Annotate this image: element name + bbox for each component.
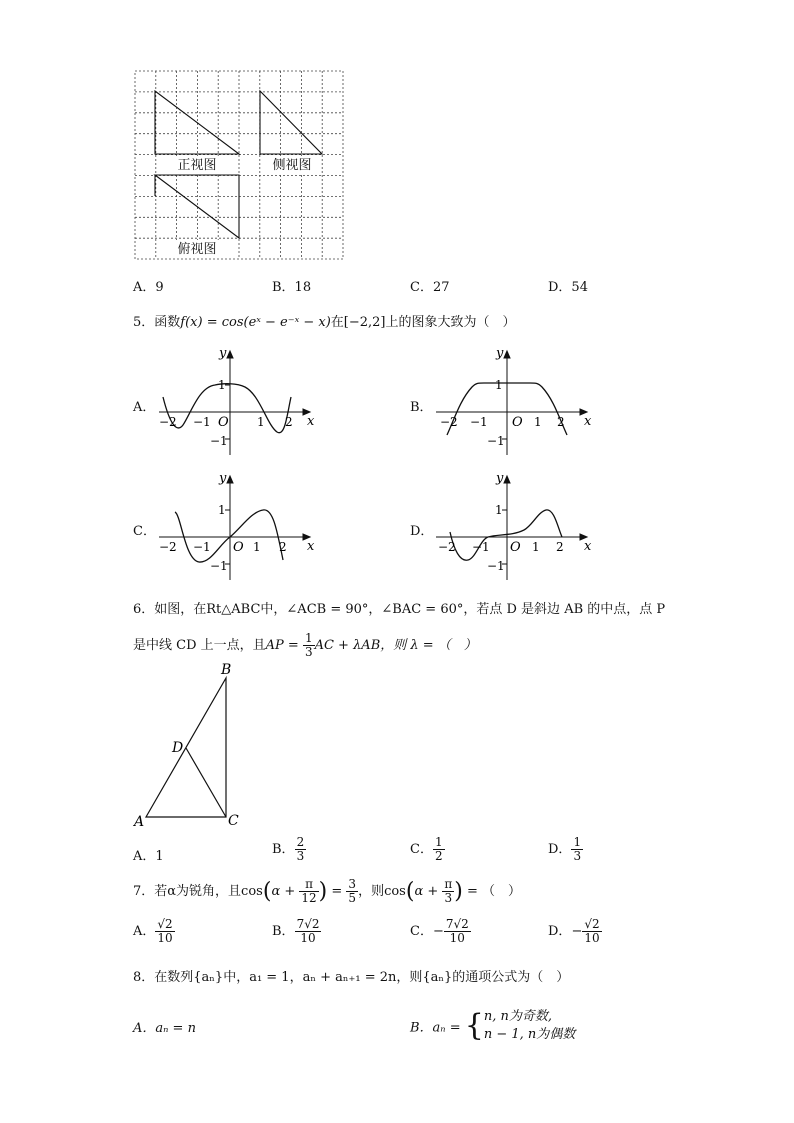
svg-text:−1: −1 [193,540,211,554]
q5-graph-a [155,345,320,460]
curve-d [450,510,562,560]
q7-option-a[interactable]: A． $\frac{√2}{10}$ [133,917,173,945]
svg-text:y: y [496,346,504,361]
q6-stem-line2: 是中线 CD 上一点，且AP = $\frac{1}{3}$ AC + λAB，则 λ = （ ） [133,631,477,659]
q7-option-b[interactable]: B． $\frac{7√2}{10}$ [272,917,320,945]
svg-text:−1: −1 [210,434,228,448]
svg-text:y: y [219,471,227,486]
median-cd [186,748,226,817]
svg-text:x: x [307,414,315,429]
svg-text:1: 1 [218,378,226,392]
svg-text:−2: −2 [438,540,456,554]
svg-text:x: x [584,414,592,429]
label-b: B [221,662,232,678]
svg-text:x: x [584,539,592,554]
svg-text:2: 2 [556,540,564,554]
q5-option-d-letter[interactable]: D． [410,524,434,539]
svg-text:−1: −1 [470,415,488,429]
triangle-abc-figure [130,662,250,832]
q8-option-a[interactable]: A．aₙ = n [133,1021,196,1036]
q6-option-d[interactable]: D． $\frac{1}{3}$ [548,835,582,863]
svg-text:−2: −2 [440,415,458,429]
q5-stem: 5．函数f(x) = cos(eˣ − e⁻ˣ − x)在[−2,2]上的图象大致为（ ） [133,315,516,330]
q6-option-c[interactable]: C． $\frac{1}{2}$ [410,835,443,863]
svg-text:1: 1 [495,503,503,517]
q5-graph-b [432,345,597,460]
svg-text:2: 2 [279,540,287,554]
q5-graph-d [432,470,597,585]
curve-c [175,510,283,562]
q8-stem: 8．在数列{aₙ}中，a₁ = 1，aₙ + aₙ₊₁ = 2n，则{aₙ}的通项公式为（ ） [133,970,570,985]
q7-stem: 7．若α为锐角，且cos(α + $\frac{\pi}{12}$ ) = $\frac{3}{5}$ ，则cos(α + $\frac{\pi}{3}$ ) = （ ） [133,877,522,905]
svg-text:−1: −1 [487,434,505,448]
q6-stem-line1: 6．如图，在Rt△ABC中，∠ACB = 90°，∠BAC = 60°，若点 D 是斜边 AB 的中点，点 P [133,602,666,617]
svg-text:1: 1 [495,378,503,392]
q4-option-d[interactable]: D．54 [548,280,588,295]
svg-text:−1: −1 [193,415,211,429]
side-view-label: 侧视图 [272,158,312,173]
q4-option-a[interactable]: A．9 [133,280,164,295]
top-view-label: 俯视图 [177,242,217,257]
svg-text:O: O [512,415,523,430]
q5-option-b-letter[interactable]: B． [410,400,433,415]
label-d: D [172,740,184,756]
q6-option-a[interactable]: A．1 [133,849,164,864]
q4-option-c[interactable]: C．27 [410,280,450,295]
svg-text:1: 1 [532,540,540,554]
svg-text:−1: −1 [472,540,490,554]
svg-text:O: O [510,540,521,555]
label-c: C [228,813,239,829]
svg-text:−1: −1 [487,559,505,573]
q5-option-c-letter[interactable]: C． [133,524,156,539]
svg-text:1: 1 [218,503,226,517]
svg-text:x: x [307,539,315,554]
q7-option-c[interactable]: C．− $\frac{7√2}{10}$ [410,917,469,945]
svg-text:−1: −1 [210,559,228,573]
q4-option-b[interactable]: B．18 [272,280,312,295]
svg-text:1: 1 [253,540,261,554]
q8-option-b[interactable]: B．aₙ = { n, n为奇数, n − 1, n为偶数 [410,1008,576,1043]
q6-option-b[interactable]: B． $\frac{2}{3}$ [272,835,305,863]
svg-text:1: 1 [534,415,542,429]
three-view-figure [134,70,344,260]
side-view-triangle [260,91,322,154]
svg-text:y: y [219,346,227,361]
svg-text:O: O [233,540,244,555]
q5-graph-c [155,470,320,585]
svg-text:O: O [218,415,229,430]
q7-option-d[interactable]: D．− $\frac{√2}{10}$ [548,917,600,945]
svg-text:1: 1 [257,415,265,429]
svg-text:2: 2 [285,415,293,429]
label-a: A [134,814,145,830]
svg-text:2: 2 [557,415,565,429]
front-view-label: 正视图 [177,158,217,173]
svg-text:−2: −2 [159,540,177,554]
svg-text:y: y [496,471,504,486]
q5-option-a-letter[interactable]: A． [133,400,156,415]
svg-text:−2: −2 [159,415,177,429]
